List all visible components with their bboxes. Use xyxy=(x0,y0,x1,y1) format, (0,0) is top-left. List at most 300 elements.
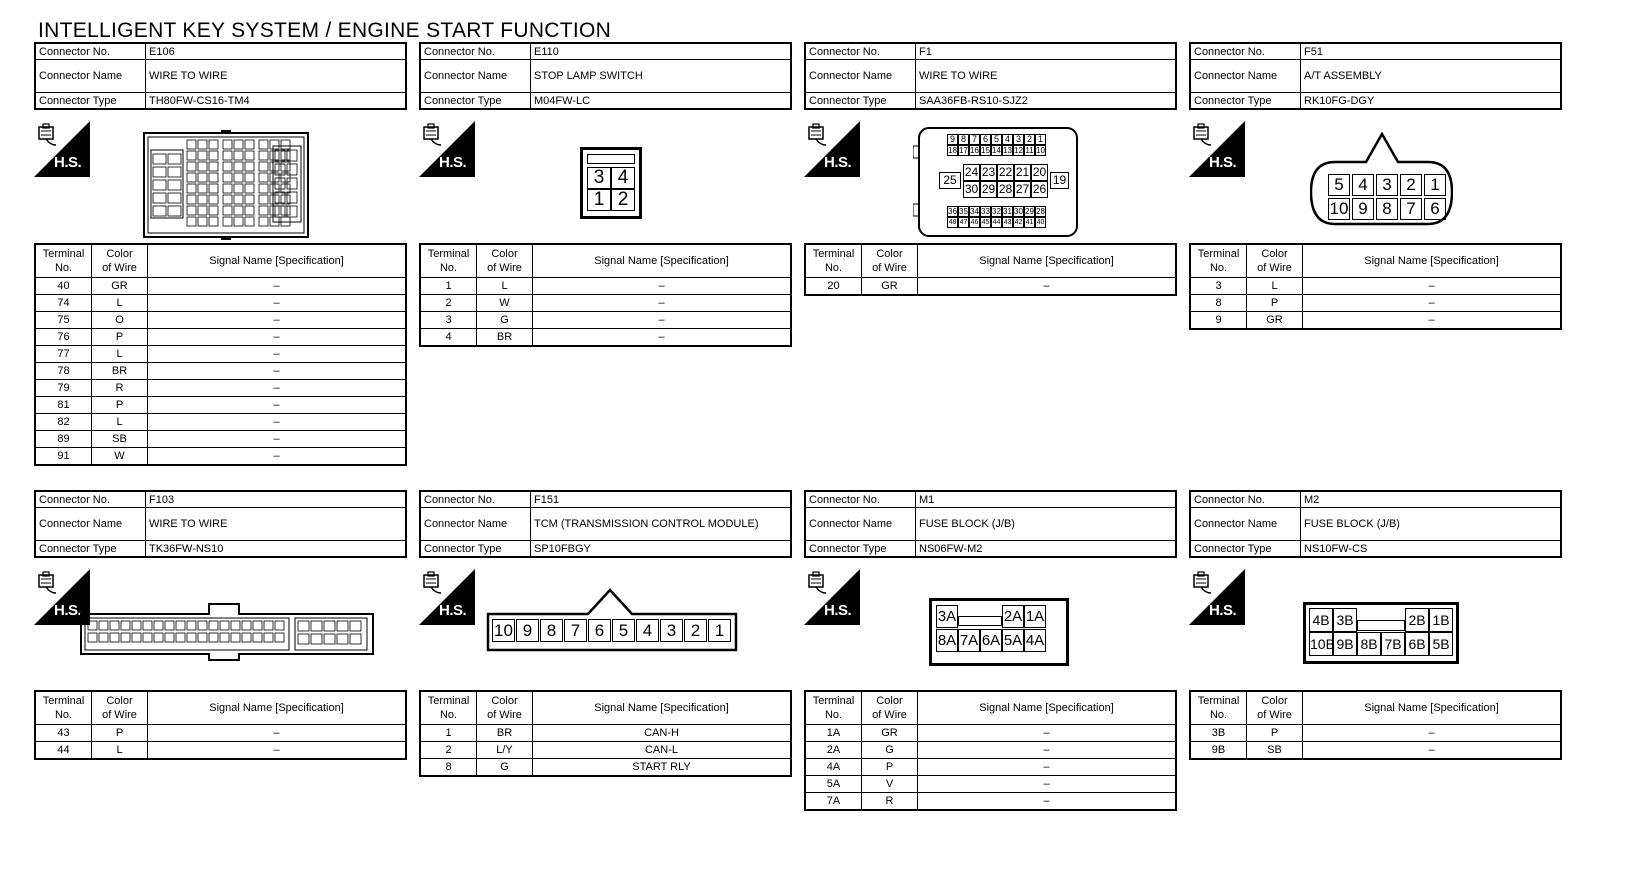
pin-label: 43 xyxy=(1003,219,1012,226)
table-row xyxy=(420,725,791,742)
pin-label: 2 xyxy=(1024,134,1035,145)
terminal-header: Terminal No. xyxy=(35,691,92,725)
color-cell: SB xyxy=(1247,742,1303,760)
table-row xyxy=(1190,312,1561,330)
pin-label: 31 xyxy=(1003,207,1012,216)
terminal-cell: 76 xyxy=(35,329,92,346)
pin-label: 28 xyxy=(1036,207,1045,216)
pin-label: 10 xyxy=(1329,199,1349,218)
pin-label: 8B xyxy=(1357,632,1381,656)
pin-label: 28 xyxy=(998,182,1013,196)
pin-label: 4 xyxy=(1002,134,1013,145)
info-value: SP10FBGY xyxy=(531,541,792,558)
pin-label: 18 xyxy=(948,146,957,155)
pin-label: 47 xyxy=(959,219,968,226)
signal-cell: – xyxy=(918,725,1177,742)
terminal-cell: 91 xyxy=(35,448,92,466)
color-header: Color of Wire xyxy=(477,244,533,278)
signal-cell: – xyxy=(148,380,407,397)
pin-label: 2B xyxy=(1405,608,1429,632)
terminal-table xyxy=(34,243,407,466)
connector-panel-m2 xyxy=(1189,490,1562,756)
info-label: Connector No. xyxy=(805,43,916,60)
info-value: F1 xyxy=(916,43,1177,60)
info-value: M1 xyxy=(916,491,1177,508)
pin-label: 34 xyxy=(970,207,979,216)
color-cell: L xyxy=(92,414,148,431)
pin-label: 41 xyxy=(1025,219,1034,226)
pin-label: 44 xyxy=(992,219,1001,226)
table-row xyxy=(35,278,406,295)
connector-panel-m1 xyxy=(804,490,1177,807)
signal-header: Signal Name [Specification] xyxy=(148,244,407,278)
connector-info-table xyxy=(419,42,792,110)
pin-label: 7 xyxy=(564,619,587,642)
page-title: INTELLIGENT KEY SYSTEM / ENGINE START FUNCTION xyxy=(38,19,612,42)
pin-label: 13 xyxy=(1003,146,1012,155)
terminal-table xyxy=(419,690,792,777)
connector-face-e106 xyxy=(143,130,309,240)
connector-face-e110 xyxy=(580,147,642,219)
terminal-cell: 82 xyxy=(35,414,92,431)
info-value: RK10FG-DGY xyxy=(1301,93,1562,110)
info-value: WIRE TO WIRE xyxy=(146,508,407,541)
info-value: F51 xyxy=(1301,43,1562,60)
connector-face-f51 xyxy=(1310,132,1453,228)
info-label: Connector No. xyxy=(420,491,531,508)
signal-cell: – xyxy=(148,278,407,295)
pin-label: 4 xyxy=(611,167,635,189)
signal-header: Signal Name [Specification] xyxy=(148,691,407,725)
signal-header: Signal Name [Specification] xyxy=(1303,244,1562,278)
color-cell: L/Y xyxy=(477,742,533,759)
signal-cell: – xyxy=(148,448,407,466)
color-cell: BR xyxy=(477,329,533,347)
color-cell: P xyxy=(862,759,918,776)
terminal-cell: 5A xyxy=(805,776,862,793)
connector-info-table xyxy=(1189,490,1562,558)
table-row xyxy=(35,295,406,312)
pin-label: 4B xyxy=(1309,608,1333,632)
info-label: Connector Type xyxy=(1190,541,1301,558)
color-cell: GR xyxy=(862,278,918,296)
table-row xyxy=(420,312,791,329)
table-row xyxy=(1190,742,1561,760)
pin-label: 46 xyxy=(970,219,979,226)
info-label: Connector Type xyxy=(35,93,146,110)
terminal-cell: 1A xyxy=(805,725,862,742)
pin-label: 8A xyxy=(936,629,958,652)
connector-panel-f103 xyxy=(34,490,407,756)
terminal-cell: 2A xyxy=(805,742,862,759)
table-row xyxy=(35,363,406,380)
terminal-cell: 3B xyxy=(1190,725,1247,742)
pin-label: 10 xyxy=(1036,146,1045,155)
connector-info-table xyxy=(1189,42,1562,110)
pin-label: 1A xyxy=(1024,605,1046,628)
pin-label: 16 xyxy=(970,146,979,155)
signal-cell: CAN-H xyxy=(533,725,792,742)
terminal-cell: 4 xyxy=(420,329,477,347)
pin-label: 23 xyxy=(981,165,996,179)
connector-face-m2 xyxy=(1303,602,1459,664)
table-row xyxy=(805,278,1176,296)
color-cell: P xyxy=(1247,295,1303,312)
pin-label: 5 xyxy=(612,619,635,642)
info-value: M2 xyxy=(1301,491,1562,508)
terminal-cell: 3 xyxy=(420,312,477,329)
terminal-cell: 8 xyxy=(1190,295,1247,312)
terminal-cell: 75 xyxy=(35,312,92,329)
hs-label: H.S. xyxy=(439,602,467,619)
info-value: NS06FW-M2 xyxy=(916,541,1177,558)
connector-face-m1 xyxy=(929,598,1069,666)
pin-label: 14 xyxy=(992,146,1001,155)
signal-cell: – xyxy=(148,329,407,346)
info-value: STOP LAMP SWITCH xyxy=(531,60,792,93)
signal-cell: – xyxy=(148,725,407,742)
color-cell: BR xyxy=(477,725,533,742)
pin-label: 8 xyxy=(1376,198,1398,220)
pin-label: 26 xyxy=(1032,182,1047,196)
signal-cell: – xyxy=(918,278,1177,296)
color-cell: L xyxy=(1247,278,1303,295)
pin-label: 1B xyxy=(1429,608,1453,632)
info-label: Connector Name xyxy=(35,60,146,93)
info-label: Connector Name xyxy=(1190,508,1301,541)
signal-cell: – xyxy=(1303,278,1562,295)
color-cell: G xyxy=(477,312,533,329)
pin-label: 29 xyxy=(981,182,996,196)
signal-cell: – xyxy=(148,346,407,363)
color-cell: GR xyxy=(92,278,148,295)
harness-side-icon xyxy=(419,569,475,625)
pin-label: 3A xyxy=(936,605,958,628)
pin-label: 1 xyxy=(1035,134,1046,145)
info-value: NS10FW-CS xyxy=(1301,541,1562,558)
color-header: Color of Wire xyxy=(1247,691,1303,725)
pin-label: 7A xyxy=(958,629,980,652)
pin-label: 19 xyxy=(1050,172,1069,189)
signal-cell: – xyxy=(533,295,792,312)
pin-label: 22 xyxy=(998,165,1013,179)
terminal-cell: 7A xyxy=(805,793,862,811)
harness-side-icon xyxy=(804,121,860,177)
table-row xyxy=(35,397,406,414)
table-row xyxy=(420,295,791,312)
pin-label: 1 xyxy=(1424,174,1446,196)
terminal-cell: 1 xyxy=(420,278,477,295)
terminal-table xyxy=(804,690,1177,811)
pin-label: 1 xyxy=(708,619,731,642)
signal-cell: – xyxy=(148,397,407,414)
terminal-header: Terminal No. xyxy=(1190,691,1247,725)
pin-label: 12 xyxy=(1014,146,1023,155)
terminal-cell: 81 xyxy=(35,397,92,414)
hs-label: H.S. xyxy=(54,154,82,171)
table-row xyxy=(1190,725,1561,742)
pin-label: 11 xyxy=(1025,146,1034,155)
signal-cell: – xyxy=(533,278,792,295)
color-header: Color of Wire xyxy=(477,691,533,725)
connector-panel-f1 xyxy=(804,42,1177,292)
table-row xyxy=(35,329,406,346)
info-value: TH80FW-CS16-TM4 xyxy=(146,93,407,110)
color-cell: P xyxy=(92,725,148,742)
info-value: FUSE BLOCK (J/B) xyxy=(1301,508,1562,541)
signal-cell: – xyxy=(1303,312,1562,330)
terminal-cell: 77 xyxy=(35,346,92,363)
signal-cell: – xyxy=(918,776,1177,793)
pin-label: 32 xyxy=(992,207,1001,216)
table-row xyxy=(35,414,406,431)
terminal-cell: 2 xyxy=(420,742,477,759)
terminal-cell: 8 xyxy=(420,759,477,777)
table-row xyxy=(420,278,791,295)
terminal-table xyxy=(34,690,407,760)
table-row xyxy=(805,742,1176,759)
pin-label: 2 xyxy=(1400,174,1422,196)
hs-label: H.S. xyxy=(824,602,852,619)
signal-cell: – xyxy=(148,363,407,380)
pin-label xyxy=(958,605,1002,628)
table-row xyxy=(35,312,406,329)
info-label: Connector No. xyxy=(1190,43,1301,60)
pin-label: 7 xyxy=(969,134,980,145)
terminal-cell: 43 xyxy=(35,725,92,742)
pin-label: 15 xyxy=(981,146,990,155)
color-cell: L xyxy=(92,742,148,760)
pin-label: 27 xyxy=(1015,182,1030,196)
info-value: F103 xyxy=(146,491,407,508)
table-row xyxy=(35,431,406,448)
color-cell: O xyxy=(92,312,148,329)
pin-label: 9 xyxy=(516,619,539,642)
color-cell: W xyxy=(92,448,148,466)
terminal-cell: 20 xyxy=(805,278,862,296)
pin-label: 9B xyxy=(1333,632,1357,656)
info-value: E110 xyxy=(531,43,792,60)
pin-label: 6 xyxy=(1424,198,1446,220)
terminal-header: Terminal No. xyxy=(35,244,92,278)
terminal-cell: 89 xyxy=(35,431,92,448)
terminal-header: Terminal No. xyxy=(1190,244,1247,278)
table-row xyxy=(35,448,406,466)
info-label: Connector Name xyxy=(805,60,916,93)
terminal-table xyxy=(1189,243,1562,330)
table-row xyxy=(805,776,1176,793)
color-header: Color of Wire xyxy=(1247,244,1303,278)
pin-label: 6 xyxy=(980,134,991,145)
info-label: Connector Name xyxy=(420,60,531,93)
terminal-cell: 9B xyxy=(1190,742,1247,760)
table-row xyxy=(35,380,406,397)
color-cell: V xyxy=(862,776,918,793)
color-cell: GR xyxy=(862,725,918,742)
signal-cell: – xyxy=(1303,295,1562,312)
pin-label: 5A xyxy=(1002,629,1024,652)
info-label: Connector Type xyxy=(1190,93,1301,110)
harness-side-icon xyxy=(1189,569,1245,625)
signal-cell: – xyxy=(918,759,1177,776)
info-label: Connector Name xyxy=(35,508,146,541)
pin-label: 3 xyxy=(1376,174,1398,196)
pin-label: 24 xyxy=(964,165,979,179)
table-row xyxy=(805,725,1176,742)
signal-cell: – xyxy=(148,414,407,431)
table-row xyxy=(35,742,406,760)
pin-label: 7B xyxy=(1381,632,1405,656)
color-cell: R xyxy=(92,380,148,397)
table-row xyxy=(805,759,1176,776)
signal-cell: – xyxy=(918,793,1177,811)
info-value: TCM (TRANSMISSION CONTROL MODULE) xyxy=(531,508,792,541)
pin-label: 3 xyxy=(1013,134,1024,145)
info-label: Connector Type xyxy=(420,541,531,558)
info-value: TK36FW-NS10 xyxy=(146,541,407,558)
pin-label: 2 xyxy=(684,619,707,642)
terminal-cell: 78 xyxy=(35,363,92,380)
pin-label: 29 xyxy=(1025,207,1034,216)
terminal-header: Terminal No. xyxy=(805,244,862,278)
pin-label: 3 xyxy=(660,619,683,642)
connector-face-f103 xyxy=(79,602,375,662)
terminal-cell: 2 xyxy=(420,295,477,312)
signal-cell: – xyxy=(533,312,792,329)
info-label: Connector Type xyxy=(35,541,146,558)
pin-label: 9 xyxy=(947,134,958,145)
pin-label: 40 xyxy=(1036,219,1045,226)
connector-info-table xyxy=(804,42,1177,110)
pin-label: 35 xyxy=(959,207,968,216)
color-cell: W xyxy=(477,295,533,312)
color-cell: R xyxy=(862,793,918,811)
pin-label: 6B xyxy=(1405,632,1429,656)
signal-cell: – xyxy=(1303,725,1562,742)
pin-label: 3 xyxy=(587,167,611,189)
pin-label: 5 xyxy=(1328,174,1350,196)
terminal-cell: 1 xyxy=(420,725,477,742)
connector-panel-f51 xyxy=(1189,42,1562,326)
info-label: Connector No. xyxy=(805,491,916,508)
connector-info-table xyxy=(34,42,407,110)
pin-label xyxy=(1357,608,1405,632)
pin-label: 9 xyxy=(1352,198,1374,220)
color-header: Color of Wire xyxy=(862,691,918,725)
signal-header: Signal Name [Specification] xyxy=(918,244,1177,278)
table-row xyxy=(420,329,791,347)
info-label: Connector Type xyxy=(805,541,916,558)
pin-label: 20 xyxy=(1032,165,1047,179)
color-cell: P xyxy=(1247,725,1303,742)
connector-panel-f151 xyxy=(419,490,792,773)
table-row xyxy=(420,742,791,759)
pin-label: 48 xyxy=(948,219,957,226)
terminal-header: Terminal No. xyxy=(420,244,477,278)
color-header: Color of Wire xyxy=(92,691,148,725)
harness-side-icon xyxy=(1189,121,1245,177)
connector-panel-e106 xyxy=(34,42,407,462)
pin-label: 21 xyxy=(1015,165,1030,179)
info-label: Connector No. xyxy=(420,43,531,60)
info-label: Connector Name xyxy=(1190,60,1301,93)
connector-panel-e110 xyxy=(419,42,792,343)
terminal-table xyxy=(804,243,1177,296)
pin-label: 7 xyxy=(1400,198,1422,220)
connector-info-table xyxy=(804,490,1177,558)
terminal-cell: 3 xyxy=(1190,278,1247,295)
harness-side-icon xyxy=(804,569,860,625)
pin-label: 3B xyxy=(1333,608,1357,632)
color-cell: L xyxy=(92,295,148,312)
pin-label: 5B xyxy=(1429,632,1453,656)
color-cell: L xyxy=(92,346,148,363)
pin-label: 8 xyxy=(540,619,563,642)
terminal-table xyxy=(419,243,792,347)
pin-label: 1 xyxy=(587,189,611,211)
harness-side-icon xyxy=(419,121,475,177)
info-value: FUSE BLOCK (J/B) xyxy=(916,508,1177,541)
pin-label: 30 xyxy=(964,182,979,196)
hs-label: H.S. xyxy=(54,602,82,619)
info-value: SAA36FB-RS10-SJZ2 xyxy=(916,93,1177,110)
color-header: Color of Wire xyxy=(862,244,918,278)
info-value: WIRE TO WIRE xyxy=(146,60,407,93)
signal-header: Signal Name [Specification] xyxy=(533,244,792,278)
signal-header: Signal Name [Specification] xyxy=(918,691,1177,725)
info-label: Connector Name xyxy=(805,508,916,541)
pin-label: 6 xyxy=(588,619,611,642)
hs-label: H.S. xyxy=(1209,154,1237,171)
signal-cell: – xyxy=(148,312,407,329)
harness-side-icon xyxy=(34,121,90,177)
pin-label: 17 xyxy=(959,146,968,155)
table-row xyxy=(35,346,406,363)
terminal-header: Terminal No. xyxy=(420,691,477,725)
pin-label: 42 xyxy=(1014,219,1023,226)
terminal-cell: 9 xyxy=(1190,312,1247,330)
table-row xyxy=(420,759,791,777)
signal-header: Signal Name [Specification] xyxy=(533,691,792,725)
connector-face-f1 xyxy=(913,126,1081,238)
pin-label: 8 xyxy=(958,134,969,145)
pin-label: 4 xyxy=(1352,174,1374,196)
terminal-table xyxy=(1189,690,1562,760)
terminal-cell: 44 xyxy=(35,742,92,760)
connector-info-table xyxy=(34,490,407,558)
pin-label: 25 xyxy=(939,172,961,189)
color-cell: G xyxy=(477,759,533,777)
color-cell: GR xyxy=(1247,312,1303,330)
pin-label: 33 xyxy=(981,207,990,216)
info-value: A/T ASSEMBLY xyxy=(1301,60,1562,93)
signal-cell: – xyxy=(148,742,407,760)
info-label: Connector No. xyxy=(1190,491,1301,508)
pin-label: 36 xyxy=(948,207,957,216)
info-label: Connector Type xyxy=(420,93,531,110)
pin-label: 5 xyxy=(991,134,1002,145)
signal-cell: – xyxy=(918,742,1177,759)
signal-cell: – xyxy=(148,431,407,448)
color-cell: P xyxy=(92,329,148,346)
color-cell: SB xyxy=(92,431,148,448)
signal-cell: CAN-L xyxy=(533,742,792,759)
info-label: Connector No. xyxy=(35,491,146,508)
table-row xyxy=(805,793,1176,811)
pin-label: 6A xyxy=(980,629,1002,652)
color-cell: G xyxy=(862,742,918,759)
info-label: Connector Type xyxy=(805,93,916,110)
